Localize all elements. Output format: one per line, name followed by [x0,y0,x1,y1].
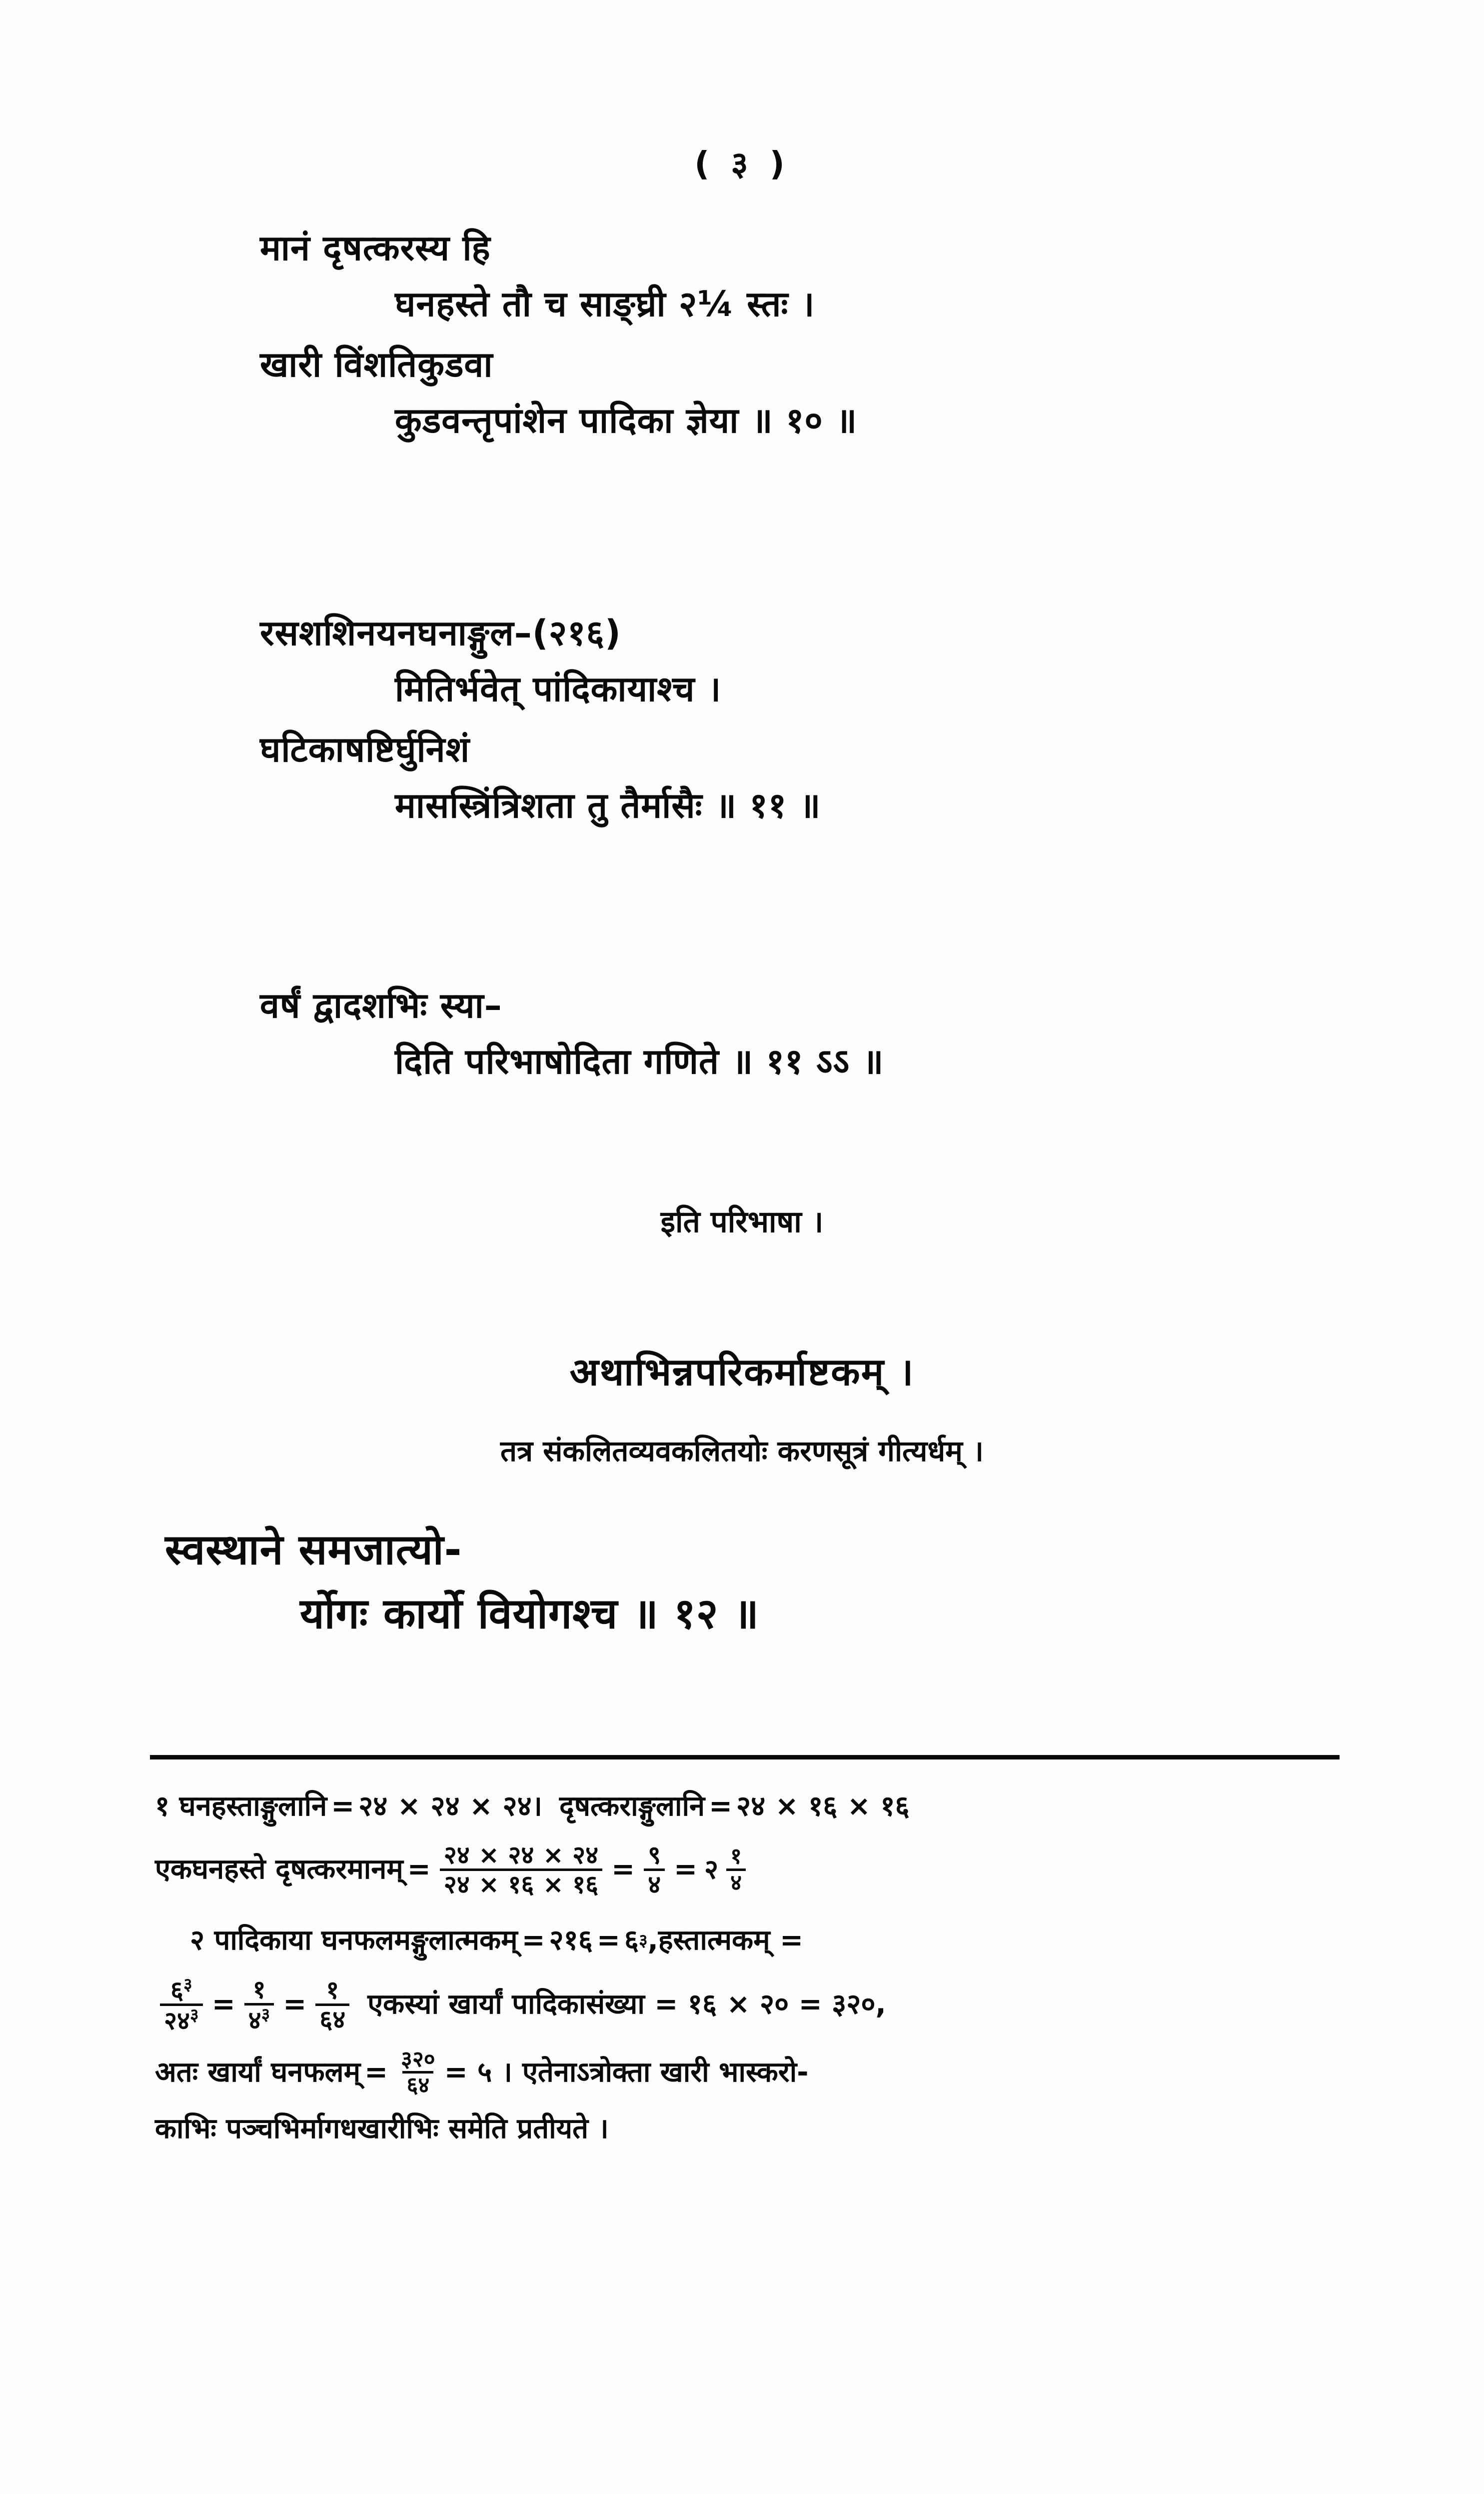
footnote-text: १ घनहस्ताङ्गुलानि [155,1790,327,1822]
equals-sign: = [331,1790,355,1822]
fraction [244,1976,274,2034]
equals-sign: = [709,1790,733,1822]
equals-sign: = [211,1988,235,2021]
colophon-line: इति परिभाषा । [660,1204,824,1240]
fraction-numerator: ९ [648,1840,661,1870]
fraction-denominator: ६४ [315,2004,349,2033]
mixed-number [704,1844,751,1894]
footnote-line [155,1919,1345,1962]
section-title: अथाभिन्नपरिकर्माष्टकम् । [569,1350,915,1394]
verse-line: मानं दृषत्करस्य हि [260,228,491,268]
exponent: ३ [190,2005,199,2026]
fraction [644,1842,665,1898]
footnote-text: दृषत्कराङ्गुलानि [559,1790,705,1822]
footnote-value: ६ [624,1924,639,1956]
fraction [726,1844,746,1894]
verse-line: घनहस्ते तौ च साङ्घ्री २¼ स्तः । [395,283,815,324]
exponent: ३ [638,1930,648,1950]
footnote-line [155,1842,1345,1898]
verse-line: र्योगः कार्यो वियोगश्च ॥ १२ ॥ [300,1589,759,1638]
verse-block-11 [0,612,1484,826]
verse-line: मासस्त्रिंत्रिशता तु तैर्मासैः ॥ ११ ॥ [395,784,821,826]
verse-block-12 [0,1525,1484,1638]
verse-block-11-end [0,985,1484,1082]
fraction-numerator: ३२० [401,2046,435,2072]
verse-line: घटिकाषष्टिर्घुनिशं [260,729,470,770]
fraction-numerator: १ [326,1976,339,2005]
mixed-whole: २ [704,1854,719,1886]
fraction-denominator: ६४ [402,2071,433,2098]
equals-sign: = [611,1852,635,1886]
fraction [397,2048,439,2098]
equals-sign: = [364,2056,388,2088]
verse-line: मितिर्भवेत् पांदिकायाश्च । [395,668,722,710]
fraction-numerator: १ [730,1844,742,1870]
fraction-denominator: २४ × १६ × १६ [440,1868,602,1898]
verse-line: रसशशिनयनघनाङ्गुल–(२१६) [260,612,621,654]
footnote-text: एतेनाऽत्रोक्ता खारी भास्करो- [522,2056,809,2088]
footnote-text: = ५ । [444,2056,512,2088]
fraction-denominator: $२४^३$ [160,2004,203,2034]
equals-sign: = [521,1924,545,1956]
verse-line: दिति परिभाषोदिता गणिते ॥ ११ ऽऽ ॥ [395,1040,884,1082]
footnote-text: २ पादिकाया घनफलमङ्गुलात्मकम् [190,1924,518,1956]
page-number: ( ३ ) [694,144,790,183]
section-subtitle: तत्र संकलितव्यवकलितयोः करणसूत्रं गीत्यर्धम् । [500,1434,984,1468]
verse-line: खारी विंशतिकुडवा [260,344,493,385]
verse-block-10 [0,230,1484,439]
exponent: ३ [183,1974,192,1994]
equals-sign: = [407,1852,431,1886]
fraction [440,1842,602,1898]
equals-sign: = [596,1924,620,1956]
footnote-text: अतः खार्यां घनफलम् [155,2056,361,2088]
fraction [315,1976,349,2033]
footnote-line [155,1785,1345,1828]
footnote-line [155,1976,1345,2034]
fraction [160,1976,203,2034]
footnote-text: ,हस्तात्मकम् = [647,1924,803,1956]
footnote-text: काभिः पञ्चभिर्मागधखारीभिः समेति प्रतीयते । [155,2112,609,2145]
fraction-numerator: $६^३$ [170,1974,192,2005]
footnote-text: एकस्यां खार्यां पादिकासंख्या = १६ × २० = ३२०, [367,1988,886,2021]
fraction-numerator: १ [252,1974,266,2004]
footnote-text: २४ × २४ × २४। [358,1790,542,1822]
footnote-line [155,2048,1345,2098]
footnote-value: २१६ [549,1924,593,1956]
verse-line: वर्षं द्वादशभिः स्या– [260,985,502,1026]
fraction-denominator: ४ [726,1868,746,1895]
footnote-text: २४ × १६ × १६ [736,1790,910,1822]
fraction-denominator: $४^३$ [244,2003,274,2034]
equals-sign: = [674,1852,697,1886]
footnote-line [155,2108,1345,2151]
footnotes-section [155,1785,1345,2158]
equals-sign: = [283,1988,307,2021]
footnote-text: एकघनहस्ते दृषत्करमानम् [155,1852,403,1886]
verse-line: कुडवन्तृपांशेन पादिका ज्ञेया ॥ १० ॥ [395,400,858,441]
fraction-denominator: ४ [644,1868,665,1898]
exponent: ३ [261,2004,270,2024]
fraction-numerator: २४ × २४ × २४ [443,1840,599,1870]
footnote-divider [150,1755,1340,1760]
verse-line: स्वस्थाने समजात्यो- [165,1525,462,1574]
